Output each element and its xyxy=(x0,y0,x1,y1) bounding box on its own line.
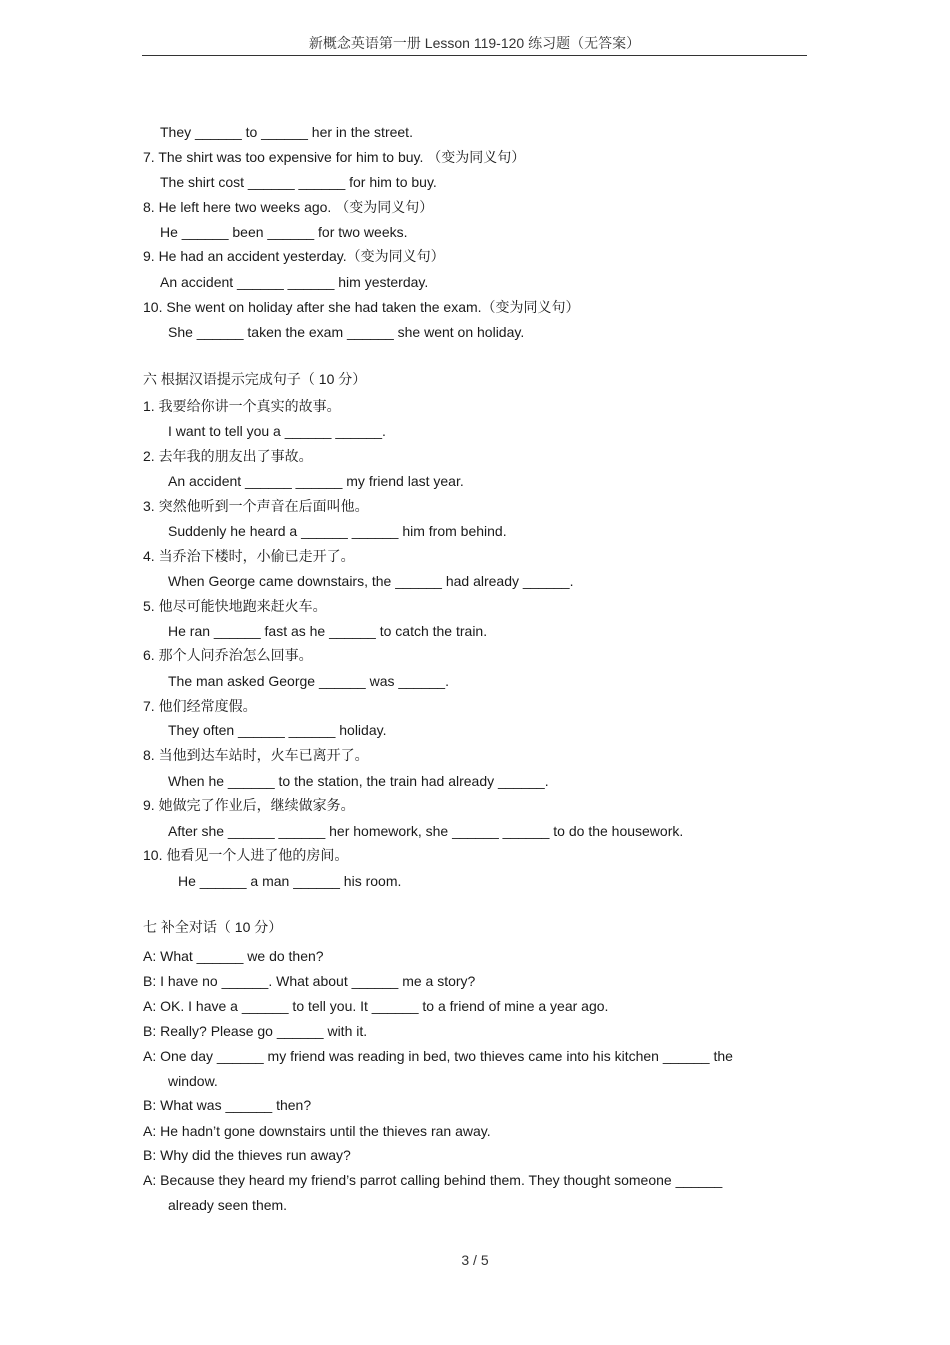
s6-answer: Suddenly he heard a ______ ______ him from behind. xyxy=(168,523,507,539)
s6-question: 8. 当他到达车站时，火车已离开了。 xyxy=(143,747,369,763)
dialogue-line: already seen them. xyxy=(168,1197,288,1213)
s6-question: 1. 我要给你讲一个真实的故事。 xyxy=(143,398,341,414)
s6-answer: When he ______ to the station, the train had already ______. xyxy=(168,773,549,789)
s5-line: 7. The shirt was too expensive for him to buy. （变为同义句） xyxy=(143,149,526,165)
s6-answer: An accident ______ ______ my friend last year. xyxy=(168,473,464,489)
s6-question: 5. 他尽可能快地跑来赶火车。 xyxy=(143,598,327,614)
s6-question: 3. 突然他听到一个声音在后面叫他。 xyxy=(143,498,369,514)
dialogue-line: window. xyxy=(168,1073,218,1089)
s5-line: 9. He had an accident yesterday.（变为同义句） xyxy=(143,248,445,264)
s6-answer: After she ______ ______ her homework, she ______ ______ to do the housework. xyxy=(168,823,684,839)
s5-line: They ______ to ______ her in the street. xyxy=(160,124,413,140)
s6-answer: I want to tell you a ______ ______. xyxy=(168,423,386,439)
s6-question: 4. 当乔治下楼时，小偷已走开了。 xyxy=(143,548,355,564)
dialogue-line: A: He hadn’t gone downstairs until the thieves ran away. xyxy=(143,1123,491,1139)
s5-line: 10. She went on holiday after she had taken the exam.（变为同义句） xyxy=(143,299,580,315)
s5-line: She ______ taken the exam ______ she went on holiday. xyxy=(168,324,525,340)
dialogue-line: B: What was ______ then? xyxy=(143,1097,312,1113)
s6-question: 10. 他看见一个人进了他的房间。 xyxy=(143,847,349,863)
s6-answer: He ran ______ fast as he ______ to catch the train. xyxy=(168,623,488,639)
dialogue-line: A: OK. I have a ______ to tell you. It ______ to a friend of mine a year ago. xyxy=(143,998,609,1014)
dialogue-line: A: Because they heard my friend’s parrot calling behind them. They thought someone ______ xyxy=(143,1172,723,1188)
s6-question: 2. 去年我的朋友出了事故。 xyxy=(143,448,313,464)
header-divider xyxy=(142,55,807,56)
dialogue-line: B: Really? Please go ______ with it. xyxy=(143,1023,368,1039)
s6-question: 6. 那个人问乔治怎么回事。 xyxy=(143,647,313,663)
dialogue-line: A: What ______ we do then? xyxy=(143,948,324,964)
dialogue-line: B: Why did the thieves run away? xyxy=(143,1147,351,1163)
s5-line: The shirt cost ______ ______ for him to buy. xyxy=(160,174,437,190)
s6-question: 9. 她做完了作业后，继续做家务。 xyxy=(143,797,355,813)
dialogue-line: A: One day ______ my friend was reading in bed, two thieves came into his kitchen ______ the xyxy=(143,1048,733,1064)
page-number: 3 / 5 xyxy=(461,1252,489,1268)
page-header: 新概念英语第一册 Lesson 119-120 练习题（无答案） xyxy=(308,35,641,51)
section6-title: 六 根据汉语提示完成句子（ 10 分） xyxy=(143,371,367,387)
s6-answer: He ______ a man ______ his room. xyxy=(178,873,402,889)
s6-answer: They often ______ ______ holiday. xyxy=(168,722,387,738)
s5-line: 8. He left here two weeks ago. （变为同义句） xyxy=(143,199,434,215)
s6-question: 7. 他们经常度假。 xyxy=(143,698,257,714)
section7-title: 七 补全对话（ 10 分） xyxy=(143,919,283,935)
s5-line: An accident ______ ______ him yesterday. xyxy=(160,274,429,290)
dialogue-line: B: I have no ______. What about ______ me a story? xyxy=(143,973,476,989)
s6-answer: The man asked George ______ was ______. xyxy=(168,673,449,689)
s5-line: He ______ been ______ for two weeks. xyxy=(160,224,408,240)
s6-answer: When George came downstairs, the ______ had already ______. xyxy=(168,573,574,589)
